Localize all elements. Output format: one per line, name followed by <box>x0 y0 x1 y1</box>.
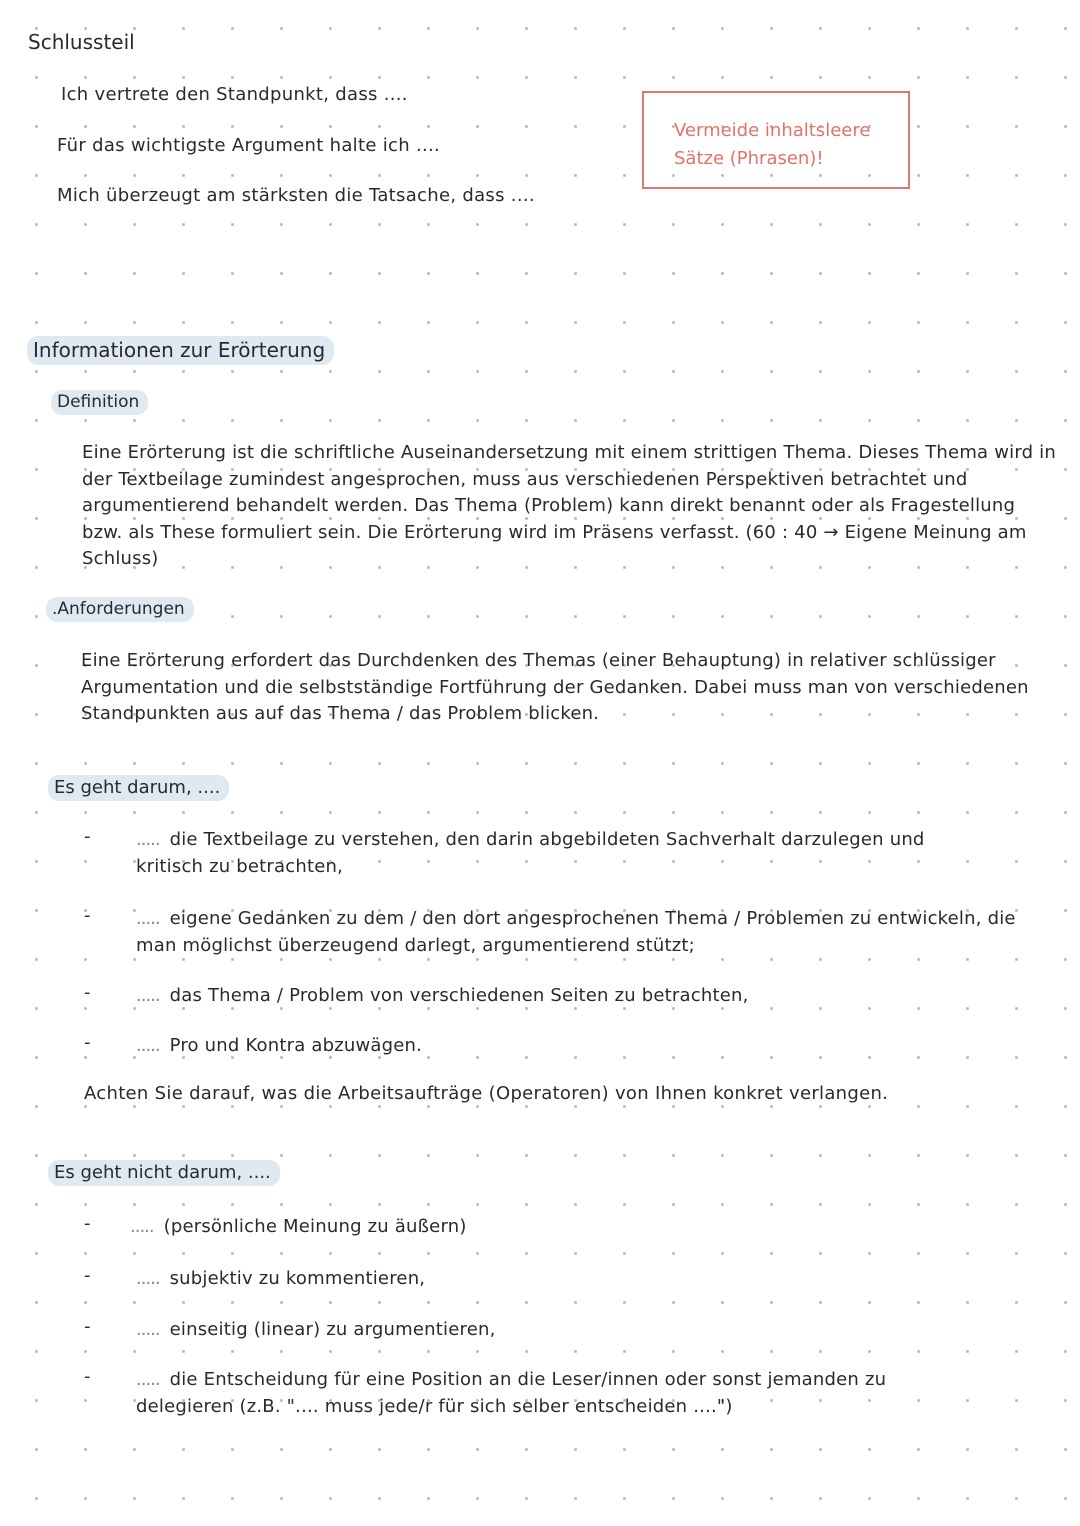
phrase-ueberzeugt: Mich überzeugt am stärksten die Tatsache, dass .... <box>57 185 535 206</box>
dash-bullet: - <box>84 1213 91 1234</box>
definition-heading <box>51 390 148 415</box>
list-item: ..... eigene Gedanken zu dem / den dort angesprochenen Thema / Problemen zu entwickeln, die man möglichst überzeugend darlegt, argumentierend stützt; <box>136 908 1016 956</box>
dash-bullet: - <box>84 982 91 1003</box>
note-line-2: Sätze (Phrasen)! <box>674 148 824 169</box>
list-item: ..... das Thema / Problem von verschiedenen Seiten zu betrachten, <box>136 985 749 1006</box>
informationen-heading: Informationen zur Erörterung <box>27 336 334 365</box>
anforderungen-label: .Anforderungen <box>46 597 194 622</box>
dash-bullet: - <box>84 905 91 926</box>
es-geht-nicht-darum-heading <box>48 1160 280 1186</box>
operatoren-note: Achten Sie darauf, was die Arbeitsaufträge (Operatoren) von Ihnen konkret verlangen. <box>84 1083 889 1104</box>
list-item: ..... einseitig (linear) zu argumentieren, <box>136 1319 496 1340</box>
section-title-informationen <box>27 336 334 365</box>
es-geht-nicht-darum-label: Es geht nicht darum, .... <box>48 1160 280 1186</box>
definition-text: Eine Erörterung ist die schriftliche Auseinandersetzung mit einem strittigen Thema. Dieses Thema wird in der Textbeilage zumindest angesprochen, muss aus verschiedenen Perspektiven betrachtet und argumentierend behandelt werden. Das Thema (Problem) kann direkt benannt oder als Fragestellung bzw. als These formuliert sein. Die Erörterung wird im Präsens verfasst. (60 : 40 → Eigene Meinung am Schluss) <box>82 442 1056 569</box>
note-box <box>642 91 910 189</box>
list-item: ..... die Textbeilage zu verstehen, den darin abgebildeten Sachverhalt darzulegen und kritisch zu betrachten, <box>136 829 925 877</box>
anforderungen-text: Eine Erörterung erfordert das Durchdenken des Themas (einer Behauptung) in relativer schlüssiger Argumentation und die selbstständige Fortführung der Gedanken. Dabei muss man von verschiedenen Standpunkten aus auf das Thema / das Problem blicken. <box>81 650 1029 724</box>
dash-bullet: - <box>84 1265 91 1286</box>
section-title-schlussteil: Schlussteil <box>28 30 135 54</box>
dash-bullet: - <box>84 1032 91 1053</box>
dash-bullet: - <box>84 1366 91 1387</box>
dash-bullet: - <box>84 826 91 847</box>
definition-label: Definition <box>51 390 148 415</box>
list-item: ..... subjektiv zu kommentieren, <box>136 1268 426 1289</box>
list-item: ..... die Entscheidung für eine Position an die Leser/innen oder sonst jemanden zu delegieren (z.B. ".... muss jede/r für sich selber entscheiden ....") <box>136 1369 887 1417</box>
dash-bullet: - <box>84 1316 91 1337</box>
anforderungen-heading <box>46 597 194 622</box>
list-item: ..... Pro und Kontra abzuwägen. <box>136 1035 423 1056</box>
phrase-wichtigstes-argument: Für das wichtigste Argument halte ich .... <box>57 135 441 156</box>
note-line-1: Vermeide inhaltsleere <box>674 120 871 141</box>
phrase-standpunkt: Ich vertrete den Standpunkt, dass .... <box>61 84 408 105</box>
es-geht-darum-heading <box>48 775 229 801</box>
list-item: ..... (persönliche Meinung zu äußern) <box>130 1216 467 1237</box>
es-geht-darum-label: Es geht darum, .... <box>48 775 229 801</box>
